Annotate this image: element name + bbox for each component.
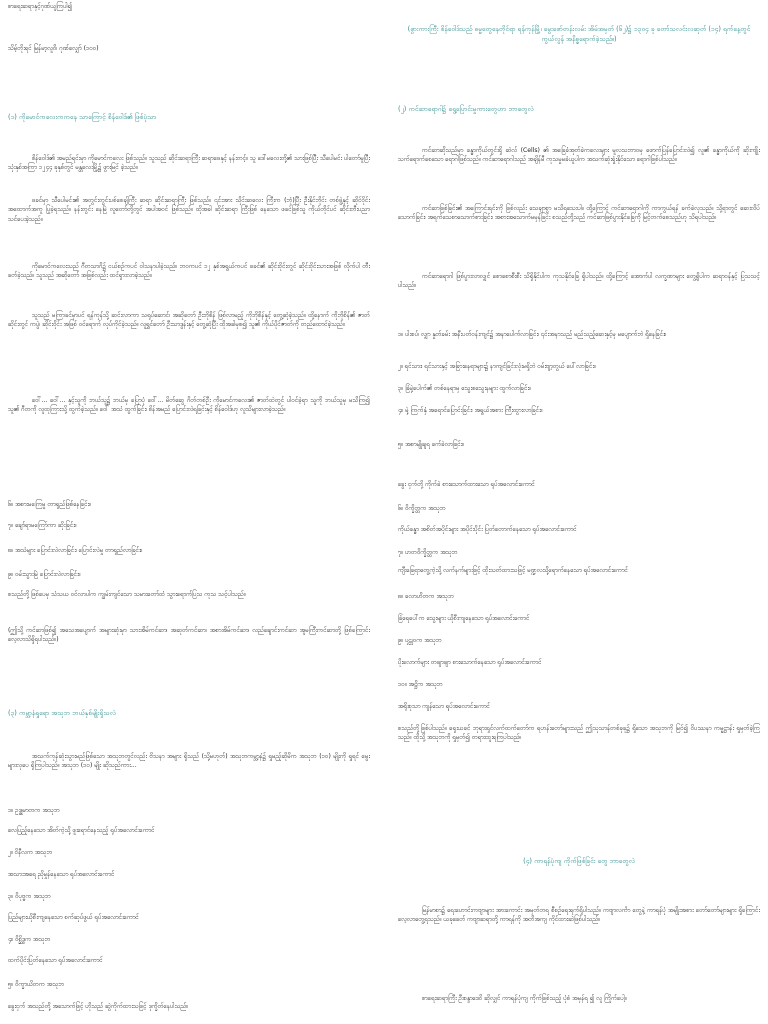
symptom-item: ၂။ ရင်သား၊ ရင်သားနှင့် အခြားနေရာများ၌ နာကျင်ခြင်းလုံးမရှိဘဲ ဝမ်းဗျာ့တွယ် ပေါ်လာခြင်း။ xyxy=(398,363,596,370)
asubha-label: ၉။ ပုဠုဝက အသုဘ xyxy=(398,637,442,644)
section-1-note: (ဤသို့ ကင်ဆာဖြစ်၍ အသေအပျောက် အများဆုံးမှာ သားအိမ်ကင်ဆာ၊ အဆုတ်ကင်ဆာ၊ အစာအိမ်ကင်ဆာ၊ လည်ချောင်းကင်ဆာ အူမကြီးကင်ဆာတို့ ဖြစ်ကြောင်း လေ့လာသိရှိရပါသည်။) xyxy=(8,627,370,644)
asubha-label: ၃။ ဝိပုဗ္ဗက အသုဘ xyxy=(8,893,51,900)
section-4-paragraph: စာရေးဆရာကြီး ဦးစန္ဒာဒေဝိ ဆိုလျှင် ကာရန်ပုံကျ ကိုက်ဖြစ်သည့် ပုံစံ အမှန်ရ ၍ လူ ကြိုက်ပေါ့။ xyxy=(422,995,627,1002)
asubha-description: ကိုယ်ခန္ဓာ အစိတ်အပိုင်းများ အပိုင်းပိုင်း ပြတ်တောက်နေသော ရုပ်အလောင်းကောင် xyxy=(398,526,577,533)
section-2-paragraph: ကင်ဆာဆိုသည်မှာ ခန္ဓာကိုယ်တွင်းရှိ ဆဲလ် (Cells) ၏ အခြေခံအုတ်ခဲကလေးများ မူလသဘာဝမှ ဖောက်ပြန်ပြောင်းလဲ၍ လူ၏ ခန္ဓာကိုယ်ကို ဆိုးကျိုးသက်ရောက်စေသော ရောဂါဖြစ်သည်။ ကင်ဆာရောဂါသည် အချိန်မီ ကုသမှုမခံယူပါက အသက်ဆုံးရှုံးနိုင်သော ရောဂါဖြစ်ပါသည်။ xyxy=(398,147,760,164)
symptom-item: ၃။ ခြံမှဲ့ပေါက်၏ တစ်နေရာမှ သွေးစသွေးနများ ထွက်လာခြင်း။ xyxy=(398,385,531,392)
section-4-heading: (၄) ကာရန်ပုံကျ ကိုက်ဖြစ်ခြင်း တွေ ဘာတွေလဲ xyxy=(523,857,635,865)
section-2-paragraph: ကင်ဆာဖြစ်ခြင်း၏ အကြောင်းရင်းကို ဖြစ်လည်း သေချာစွာ မသိရသေးပါ။ ထို့ကြောင့် ကင်ဆာရောဂါကို ကာကွယ်ရန် ခက်ခဲလှသည်။ သို့ရာတွင် ဆေးလိပ်သောက်ခြင်း၊ အရက်သေစာသောက်စားခြင်း၊ အစားအသောက်မမှန်ခြင်း စသည်တို့သည် ကင်ဆာဖြစ်ပွားနိုင်ခြေကို မြင့်တက်စေသည်ဟု သိရပါသည်။ xyxy=(398,205,760,222)
section-1-paragraph: သူသည် မကြာခင်မှာပင် ရန်ကုန်သို့ ဆင်းလာကာ သရုပ်ဆောင်၊ အဆိုတော် ဦးဘိုစိန် ဖြစ်လာမည့် ကိုဘိုစိန်နှင့် တွေ့ဆုံခဲ့သည်။ ထို့နောက် ကိုဘိုစိန်၏ ဇာတ်ဆိုင်းတွင် ကပွဲ၊ ဆိုင်းဝိုင်း အဖြစ် ဝင်ရောက် လုပ်ကိုင်ခဲ့သည်။ လူရွှင်တော် ဦးသာဒွန်းနှင့် တွေ့ဆုံပြီး ထိုအခါမှစ၍ သူ၏ ကိုယ်ပိုင်ဇာတ်ကို တည်ထောင်ခဲ့သည်။ xyxy=(8,312,370,329)
section-1-paragraph: ဝေါ်... ဝေါ်... နှင့်သူကို ဘယ်သူ၌ ဘယ်မှ ပြောပုံ ဝေါ်... မိတ်ဆွေ ဂိတ်တစ်ဦး ကိုမောင်ကလေး၏ ဇာတ်ထဲတွင် ပါဝင်ခဲ့ရာ သူကို ဘယ်သူမှ မသိကြ၍ သူ၏ ဂီတကို လူထုကြားသို့ ထွက်ခဲ့သည်။ ဝေါ် အသံ ထွက်ခြင်း၊ စိန်အမည် ပြောင်းလဲရခြင်းနှင့် စိန်ဝေါဒ်ဟု လူသိများလာခဲ့သည်။ xyxy=(8,397,370,414)
right-column xyxy=(398,0,760,1024)
section-1-heading: (၁) ကိုမောင်ကလေးကကနေ သာကြောင့် စိန်ဝေါဒ်၏ ဖြစ်ပုံသာ xyxy=(8,113,157,121)
page-subtitle: သိမ့်တိုးရင် မြန်မာ့လူဝိ၊ ဂုဏ်လျှော် (၁၀၀) xyxy=(8,45,99,52)
asubha-label: ၅။ ဝိက္ခာယိတက အသုဘ xyxy=(8,981,65,988)
asubha-description: ကျီးခြေရာတွေ့ကဲ့သို့ လက်နက်များဖြင့် ထိုးသတ်ထားသဖြင့် မဏ္ဍလသို့ရောက်နေသော ရုပ်အလောင်းကောင် xyxy=(398,567,628,574)
top-line: စာရေးဆရာနှင့်ဂုဏ်ယူကြပါ၍ xyxy=(8,3,73,10)
list-item: ၆။ အစားမကြေမှု တာရှည်ဖြစ်နေခြင်း။ xyxy=(8,501,92,508)
asubha-label: ၆။ ဝိက္ခိတ္တက အသုဘ xyxy=(398,505,446,512)
asubha-description: ထက်ပိုင်းပြတ်နေသော ရုပ်အလောင်းကောင် xyxy=(8,957,103,964)
asubha-description: လေပြည့်နေသော အိတ်ကဲ့သို့ ဖူးရောင်နေသည့် ရုပ်အလောင်းကောင် xyxy=(8,827,155,834)
asubha-label: ၄။ ဝိစ္ဆိဒ္ဒက အသုဘ xyxy=(8,936,51,943)
symptom-item: ၄။ မှဲ့ ကြက်နှံ အရောင်ပြောင်းခြင်း၊ အရွယ်အစား ကြီးထွားလာခြင်း။ xyxy=(398,407,543,414)
section-3-note: စသည်တို့ဖြစ်ပါသည်။ ရှေးယခင် ဘုရားရှင်လက်ထက်တော်က ရဟန်းတော်များသည် ဤသုသာန်တစ်ခုခု၌ ရှိသော အသုဘကို မြင်၍ ဝိပဿနာ ကမ္မဋ္ဌာန်း ရှုမှတ်ခဲ့ကြသည်။ ထိုသို့ အသုဘကို ရှုမှတ်၍ တရားထူးရကြပါသည်။ xyxy=(398,725,760,742)
asubha-label: ၁။ ဥဒ္ဓုမာတက အသုဘ xyxy=(8,807,60,814)
section-1-paragraph: ကိုမောင်ကလေးသည် ဂီတသာဂိ၌ ငယ်စဉ်ကပင် ဝါသနာပါခဲ့သည်။ ဘဝကပင် ၁၂ နှစ်အရွယ်ကပင် ဖခင်၏ ဆိုင်းဝိုင်းတွင် ဆိုင်းဝိုင်းသားအဖြစ် လိုက်ပါ တီးခတ်ခဲ့သည်။ သူသည် အဆိုတော် အဖြစ်လည်း ထင်ရှားလာခဲ့သည်။ xyxy=(8,263,370,280)
asubha-description: အရိုးစုသာ ကျန်သော ရုပ်အလောင်းကောင် xyxy=(398,703,491,710)
asubha-label: ၂။ ဝိနီလက အသုဘ xyxy=(8,849,53,856)
asubha-label: ၈။ လောဟိတက အသုဘ xyxy=(398,593,454,600)
section-3-intro: အသက်ကုန်ဆုံးသွားမည်ဖြစ်သော အသုဘတွင်လည်း ဗိသနာ အများ ရှိသည် (သို့မဟုတ်) အသုဘကမ္ဘာ့နံ၌ ရှုမည့်ဆိုမိက အသုဘ (၁၀) မျိုးကို ရှုရင် မွေးများလှပေ ရှိကြပါသည်။ အသုဘ (၁၀) မျိုး ဆိုသည်ကား... xyxy=(8,753,370,770)
section-4-paragraph: မြန်မာစာ၌ ရေးဟောင်းကဗျာများ အားကောင်း အမှတ်တရ စီစဉ်ရေးရက်ရှိပါသည်။ ကဗျာလင်္ကာ တွေနဲ့ ကာရန်ပုံ အမျိုးအစား တော်တော်များများ ရှိကြောင်း လေ့လာတွေ့ရသည်။ ယခုခေတ် ကဗျာဆရာတို့ ကာရန်ကို အတိအကျ ကိုင်ထားဆဲဖြစ်ပါသည်။ xyxy=(398,907,760,924)
asubha-label: ၇။ ဟတဝိက္ခိတ္တက အသုဘ xyxy=(398,549,458,556)
list-item: ၉။ ဝမ်းသွားမြဲ ပြောင်းလဲလာခြင်း။ xyxy=(8,571,81,578)
asubha-description: ခွေးငှက် အသည်တို့ အသောက်ဖြင့် ဟိုသည် ဆွဲကိုက်ထားသဖြင့် ဒုက္ခိတ်နေပါသည်။ xyxy=(8,1003,189,1010)
section-1-paragraph: ဖခင်မှာ သီပေါမင်း၏ အတွင်းတွင်းပစ်စေချ်ကြီး ဆရာ ဆိုင်းဆရာကြီး ဖြစ်သည်။ ၎င်းအား သိုင်းဆလေး ကြီးက (ဘုံ)ပြီး ဦးနိုင်ဘိုင်း တစ်ဖွဲ့နှင့် ဆိုင်ဝိုင်းအထောက်အကူ ပြုခဲ့ရသည်။ နန်းတွင်း နေမြဲ လူတော်တို့တွင် အပါအဝင် ဖြစ်သည်။ ထိုအခါ ဆိုင်းဆရာ ကြီးဖြစ် နေသော ဖခင်ဖြစ်သူ ကိုယ်တိုင်ပင် ဆိုင်းတီးပညာ သင်ပေးခဲ့သည်။ xyxy=(8,197,370,223)
section-3-heading: (၃) ကမ္ဘာ့နံရှုရော အသုဘ ဘယ်နှစ်မျိုးရှိသလဲ xyxy=(8,709,116,717)
asubha-description: ခြံရေပေါ်က သွေးများ ယိုစီးကျနေသော ရုပ်အလောင်းကောင် xyxy=(398,615,530,622)
asubha-label: ခွေး ငှက်တို့ ကိုက်ခဲ စားသောက်ထားသော ရုပ်အလောင်းကောင် xyxy=(398,481,535,488)
asubha-label: ၁၀။ အဋ္ဌိက အသုဘ xyxy=(398,681,443,688)
section-2-paragraph: ကင်ဆာရောဂါ ဖြစ်ပွားလာလျှင် စောစောစီးစီး သိရှိနိုင်ပါက ကုသနိုင်ခြေ ရှိပါသည်။ ထို့ကြောင့် အောက်ပါ လက္ခဏာများ တွေ့ရှိပါက ဆရာဝန်နှင့် ပြသသင့်ပါသည်။ xyxy=(398,273,760,290)
left-column xyxy=(8,0,370,1024)
section-1-paragraph: စိန်ဝေါဒ်၏ အမည်ရင်းမှာ ကိုမောင်ကလေး ဖြစ်သည်။ သူသည် ဆိုင်းဆရာကြီး ဆရာဖေနှင့် နန်းတင့်။ သူ ဒေါ်မလေးတို့၏ သားဖြစ်ပြီး သီပေါမင်း ပါတော်မူပြီး သုံးနှစ်အကြာ ၁၂၄၄ ခုနှစ်တွင် မန္တလေးမြို့၌ ဖွားမြင် ခဲ့သည်။ xyxy=(8,155,370,172)
section-1-note: စသည်တို့ ဖြစ်ပေမှ သံသယ ဝင်လာပါက ကျွမ်းကျင်သော သမားတော်ထံ သွားရောက်ပြသ ကုသ သင့်ပါသည်။ xyxy=(8,591,246,598)
symptom-item: ၅။ အစာမျိုချရ ခက်ခဲလာခြင်း။ xyxy=(398,441,465,448)
intro-note: (ဖွားကားကြီး စိန်ဝေါဒ်သည် ဓမ္မတွေနေတိုင်ရာ ရန်ကုန်မြို့၊ မွေးဖော်တန်းလမ်း အိမ်အမှတ် (၆၂)၌ ၁၃၀၄ ခု တော်သလင်းလဆုတ် (၁၄) ရက်နေ့တွင် ကွယ်လွန် အနိစ္စရောက်ခဲ့သည်။) xyxy=(407,25,751,43)
symptom-item: ၁။ ပါးစပ်၊ လျှာ နှုတ်ခမ်း အနီးပတ်ဝန်းကျင်၌ အနာပေါက်လာခြင်း၊ ၎င်းအနာသည် မည်သည့်ဆေးနှင့်မှ မပျောက်ဘဲ ရှိနေခြင်း။ xyxy=(398,331,667,338)
list-item: ၈။ အသံများ ပြောင်းလဲလာခြင်း၊ ပြောင်းလဲမှု တာရှည်လာခြင်း။ xyxy=(8,547,143,554)
asubha-description: ပြည်များယိုစီးကျနေသော စက်ဆုပ်ဖွယ် ရုပ်အလောင်းကောင် xyxy=(8,914,139,921)
list-item: ၇။ ချော်ရာမကြော်ကာ ဆိုးခြင်း။ xyxy=(8,522,77,529)
section-2-heading: (၂) ကင်ဆာရောဂါ၌ ရွေ့ပြောင်းမှုကားတွေဟာ ဘာတွေလဲ xyxy=(398,105,534,113)
asubha-description: ပိုးလောက်များ တဖျာဖျာ စားသောက်နေသော ရုပ်အလောင်းကောင် xyxy=(398,659,542,666)
asubha-description: အသားအရေ ညိုမှုန်နေသော ရုပ်အလောင်းကောင် xyxy=(8,871,115,878)
